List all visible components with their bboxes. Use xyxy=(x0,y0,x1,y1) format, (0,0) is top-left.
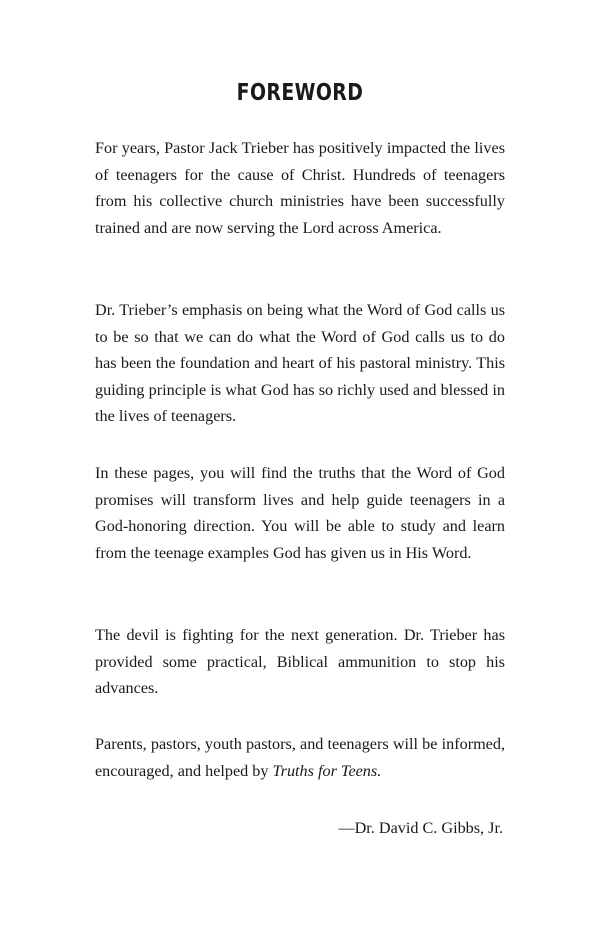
book-title: Truths for Teens. xyxy=(272,761,382,780)
paragraph-1: For years, Pastor Jack Trieber has positively impacted the lives of teenagers for the cause of Christ. Hundreds of teenagers from his collective church ministries have been successfully trained and are now serving the Lord across America. xyxy=(95,139,505,237)
signature: —Dr. David C. Gibbs, Jr. xyxy=(338,819,503,837)
paragraph-3: In these pages, you will find the truths that the Word of God promises will transform lives and help guide teenagers in a God-honoring direction. You will be able to study and learn from the teenage examples God has given us in His Word. xyxy=(95,464,505,562)
paragraph-2: Dr. Trieber’s emphasis on being what the Word of God calls us to be so that we can do what the Word of God calls us to do has been the foundation and heart of his pastoral ministry. This guiding principle is what God has so richly used and blessed in the lives of teenagers. xyxy=(95,301,505,426)
page-title: FOREWORD xyxy=(236,80,364,106)
paragraph-5-text: Parents, pastors, youth pastors, and teenagers will be informed, encouraged, and helped by xyxy=(95,735,505,780)
paragraph-4: The devil is fighting for the next generation. Dr. Trieber has provided some practical, Biblical ammunition to stop his advances. xyxy=(95,626,505,698)
paragraph-5 xyxy=(95,731,505,784)
